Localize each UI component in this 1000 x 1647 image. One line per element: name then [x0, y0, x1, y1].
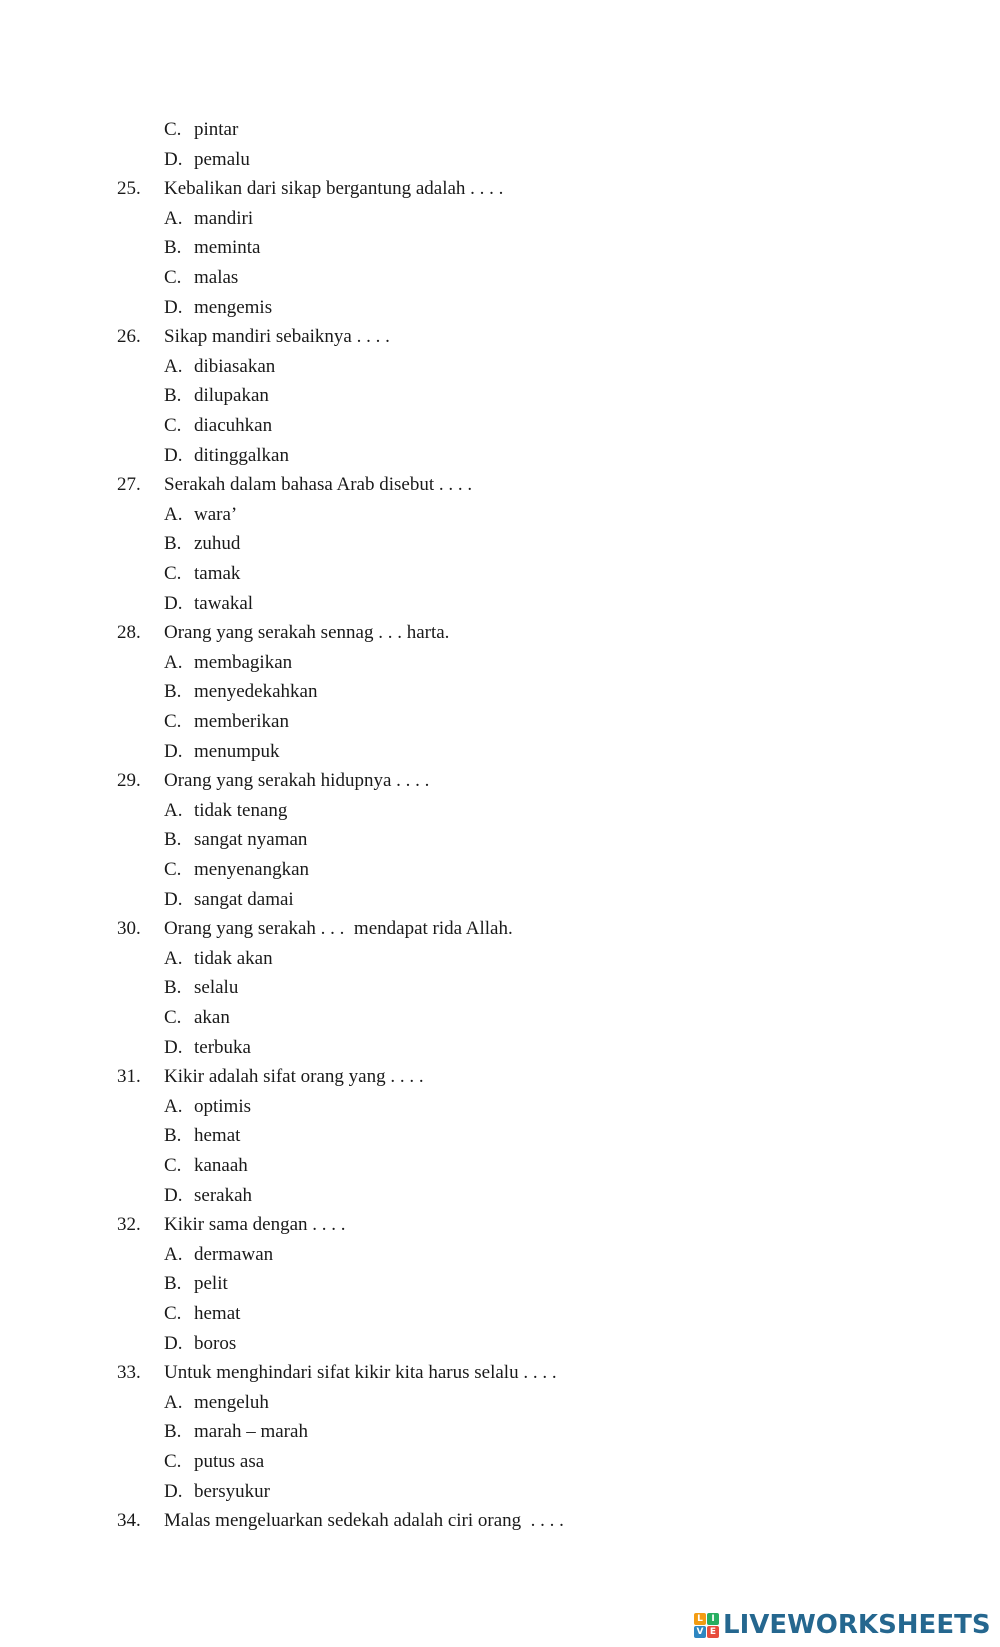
- question-number: 27.: [117, 474, 141, 496]
- option-letter: B.: [164, 1125, 182, 1147]
- option-letter: B.: [164, 385, 182, 407]
- option-letter: C.: [164, 1303, 182, 1324]
- option-text: zuhud: [194, 533, 241, 555]
- option-letter: D.: [164, 1036, 183, 1058]
- option-text: pemalu: [194, 148, 250, 170]
- option-letter: B.: [164, 977, 182, 999]
- option-text: pelit: [194, 1273, 228, 1295]
- option-text: membagikan: [194, 651, 293, 673]
- option-letter: D.: [164, 1480, 183, 1502]
- option-letter: B.: [164, 237, 182, 259]
- option-text: tidak tenang: [194, 799, 288, 821]
- option-letter: A.: [164, 207, 183, 229]
- option-letter: A.: [164, 1391, 183, 1413]
- brand-name: LIVEWORKSHEETS: [723, 1610, 991, 1640]
- question-number: 28.: [117, 622, 141, 644]
- question-text: Orang yang serakah hidupnya . . . .: [164, 770, 430, 792]
- option-letter: A.: [164, 947, 183, 969]
- option-text: optimis: [194, 1095, 252, 1117]
- option-text: pintar: [194, 119, 239, 140]
- option-text: mengemis: [194, 296, 273, 318]
- option-letter: C.: [164, 563, 182, 584]
- option-text: kanaah: [194, 1155, 248, 1176]
- option-text: malas: [194, 267, 239, 288]
- option-text: marah – marah: [194, 1421, 308, 1443]
- option-letter: C.: [164, 859, 182, 880]
- option-text: dibiasakan: [194, 355, 276, 377]
- option-letter: C.: [164, 267, 182, 288]
- option-letter: D.: [164, 888, 183, 910]
- option-text: dermawan: [194, 1243, 274, 1265]
- question-text: Sikap mandiri sebaiknya . . . .: [164, 326, 390, 348]
- option-letter: D.: [164, 296, 183, 318]
- option-text: mandiri: [194, 207, 254, 229]
- question-number: 26.: [117, 326, 141, 348]
- option-text: tawakal: [194, 592, 254, 614]
- option-letter: C.: [164, 711, 182, 732]
- option-text: mengeluh: [194, 1391, 269, 1413]
- option-text: diacuhkan: [194, 415, 273, 436]
- option-letter: A.: [164, 799, 183, 821]
- option-letter: B.: [164, 681, 182, 703]
- option-text: menyenangkan: [194, 859, 310, 880]
- option-letter: B.: [164, 1273, 182, 1295]
- question-number: 29.: [117, 770, 141, 792]
- option-text: menumpuk: [194, 740, 280, 762]
- option-text: bersyukur: [194, 1480, 270, 1502]
- question-text: Kebalikan dari sikap bergantung adalah . . . .: [164, 178, 504, 200]
- option-letter: D.: [164, 1184, 183, 1206]
- option-letter: B.: [164, 829, 182, 851]
- question-text: Serakah dalam bahasa Arab disebut . . . .: [164, 474, 473, 496]
- liveworksheets-logo-icon: [694, 1613, 719, 1638]
- option-letter: D.: [164, 740, 183, 762]
- question-number: 25.: [117, 178, 141, 200]
- logo-tile-l: L: [694, 1613, 706, 1625]
- option-text: boros: [194, 1332, 237, 1354]
- question-text: Kikir adalah sifat orang yang . . . .: [164, 1066, 424, 1088]
- question-text: Orang yang serakah sennag . . . harta.: [164, 622, 450, 644]
- question-text: Untuk menghindari sifat kikir kita harus selalu . . . .: [164, 1362, 557, 1384]
- question-number: 30.: [117, 918, 141, 940]
- option-text: akan: [194, 1007, 230, 1028]
- option-text: serakah: [194, 1184, 253, 1206]
- question-text: Kikir sama dengan . . . .: [164, 1214, 346, 1236]
- option-letter: D.: [164, 148, 183, 170]
- option-text: hemat: [194, 1303, 241, 1324]
- question-text: Orang yang serakah . . . mendapat rida Allah.: [164, 918, 513, 940]
- option-text: ditinggalkan: [194, 444, 289, 466]
- question-number: 33.: [117, 1362, 141, 1384]
- option-text: selalu: [194, 977, 239, 999]
- option-letter: A.: [164, 1095, 183, 1117]
- option-letter: A.: [164, 651, 183, 673]
- option-text: meminta: [194, 237, 261, 259]
- option-letter: C.: [164, 1007, 182, 1028]
- liveworksheets-watermark: [694, 1608, 991, 1642]
- logo-tile-i: I: [707, 1613, 719, 1625]
- option-text: hemat: [194, 1125, 241, 1147]
- option-letter: D.: [164, 1332, 183, 1354]
- option-text: terbuka: [194, 1036, 251, 1058]
- option-letter: C.: [164, 1451, 182, 1472]
- option-text: wara’: [194, 503, 238, 525]
- option-text: sangat nyaman: [194, 829, 308, 851]
- option-letter: D.: [164, 444, 183, 466]
- logo-tile-v: V: [694, 1626, 706, 1638]
- option-text: putus asa: [194, 1451, 265, 1472]
- option-letter: A.: [164, 355, 183, 377]
- option-letter: B.: [164, 533, 182, 555]
- option-letter: A.: [164, 1243, 183, 1265]
- option-letter: C.: [164, 1155, 182, 1176]
- question-text: Malas mengeluarkan sedekah adalah ciri orang . . . .: [164, 1510, 564, 1532]
- option-text: tidak akan: [194, 947, 273, 969]
- option-letter: B.: [164, 1421, 182, 1443]
- question-number: 34.: [117, 1510, 141, 1532]
- option-letter: D.: [164, 592, 183, 614]
- option-letter: C.: [164, 119, 182, 140]
- option-letter: C.: [164, 415, 182, 436]
- option-text: menyedekahkan: [194, 681, 318, 703]
- option-text: memberikan: [194, 711, 289, 732]
- question-number: 31.: [117, 1066, 141, 1088]
- option-text: tamak: [194, 563, 241, 584]
- logo-tile-e: E: [707, 1626, 719, 1638]
- option-letter: A.: [164, 503, 183, 525]
- question-number: 32.: [117, 1214, 141, 1236]
- option-text: sangat damai: [194, 888, 294, 910]
- option-text: dilupakan: [194, 385, 269, 407]
